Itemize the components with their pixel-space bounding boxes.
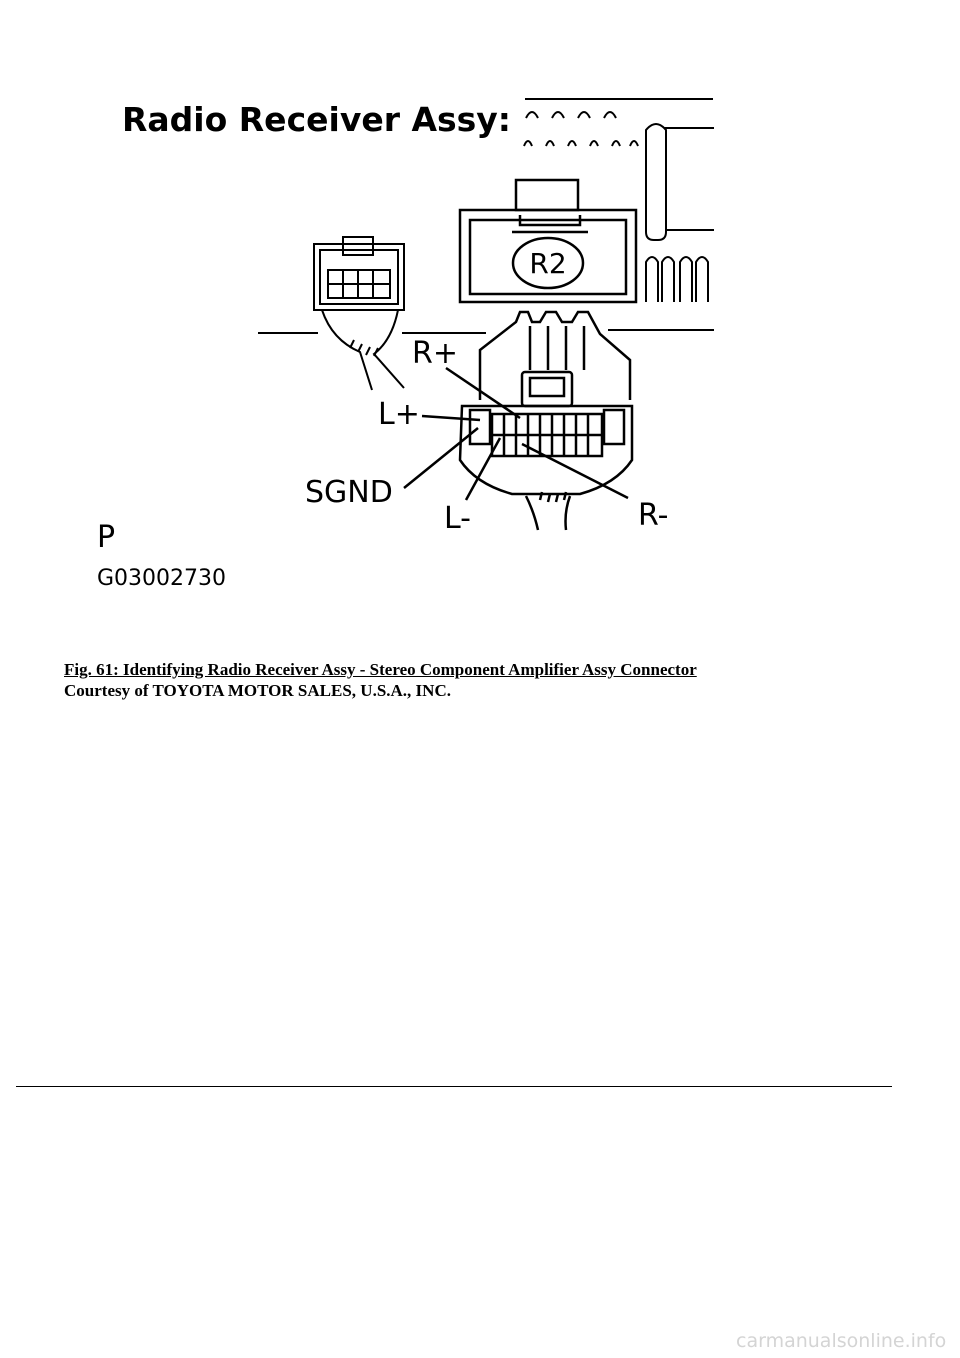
connector-code-label: R2 [529, 247, 567, 280]
pin-label-l-plus: L+ [378, 397, 420, 432]
side-letter: P [97, 520, 116, 555]
small-plug [314, 237, 404, 390]
amplifier-connector [460, 312, 632, 530]
diagram-title: Radio Receiver Assy: [122, 100, 512, 139]
pin-label-l-minus: L- [444, 501, 472, 536]
pin-label-sgnd: SGND [305, 475, 393, 510]
pin-label-r-minus: R- [638, 498, 669, 533]
page-divider [16, 1086, 892, 1087]
harness-lines [258, 330, 714, 333]
connector-diagram [0, 0, 960, 640]
r2-connector [460, 180, 636, 302]
pin-label-r-plus: R+ [412, 336, 458, 371]
figure-id: G03002730 [97, 566, 227, 591]
watermark-text: carmanualsonline.info [736, 1330, 947, 1352]
figure-caption-link[interactable]: Fig. 61: Identifying Radio Receiver Assy - Stereo Component Amplifier Assy Connector [64, 660, 697, 679]
courtesy-text: Courtesy of TOYOTA MOTOR SALES, U.S.A., INC. [64, 681, 451, 700]
figure-caption [64, 660, 697, 680]
